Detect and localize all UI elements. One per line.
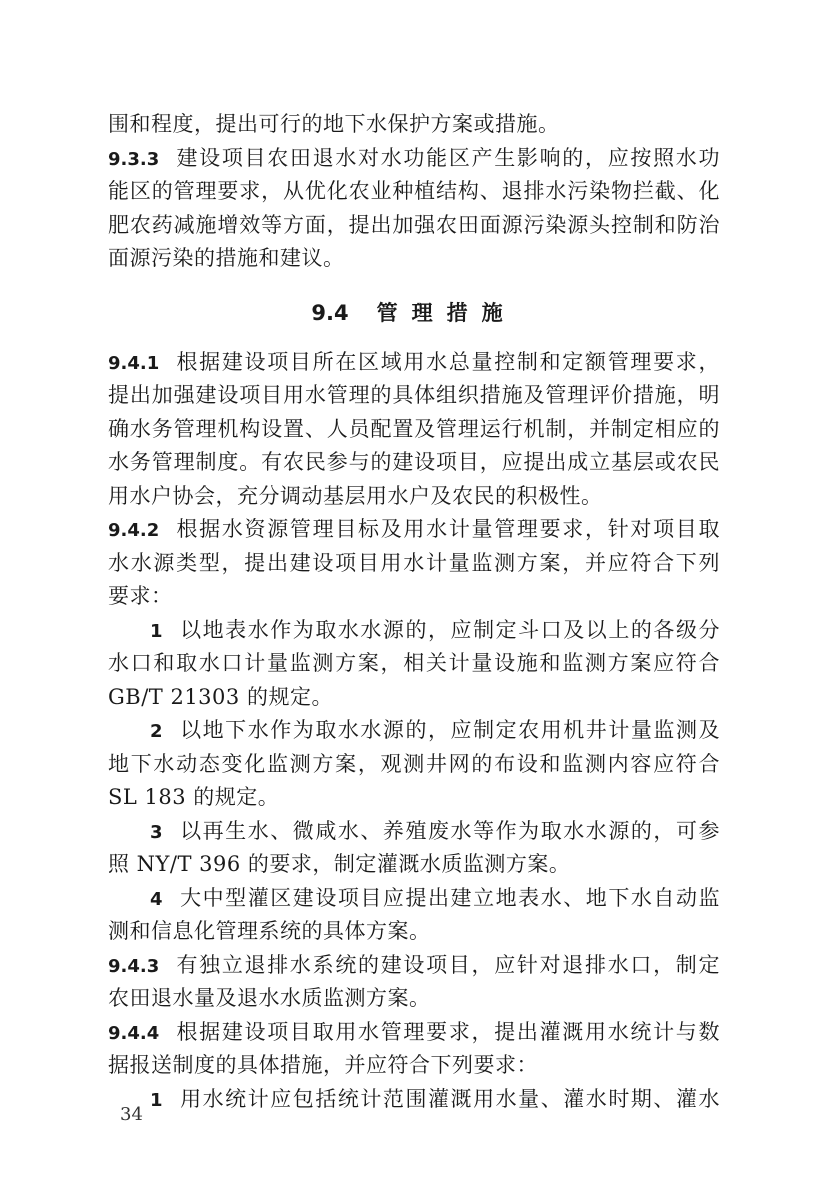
text-line: 用水统计应包括统计范围灌溉用水量、灌水时期、灌水 <box>179 1086 720 1111</box>
text-line: 能区的管理要求，从优化农业种植结构、退排水污染物拦截、化 <box>108 179 720 203</box>
text-line: 照 NY/T 396 的要求，制定灌溉水质监测方案。 <box>108 852 571 876</box>
text-line: 大中型灌区建设项目应提出建立地表水、地下水自动监 <box>179 885 720 910</box>
section-number: 9.4 <box>311 300 349 325</box>
text-line: 根据建设项目取用水管理要求，提出灌溉用水统计与数 <box>175 1019 720 1044</box>
paragraph-continuation <box>108 108 720 142</box>
text-line: 用水户协会，充分调动基层用水户及农民的积极性。 <box>108 483 603 508</box>
list-item <box>108 815 720 882</box>
text-line: 以地下水作为取水水源的，应制定农用机井计量监测及 <box>179 718 720 742</box>
clause-number: 9.4.3 <box>108 955 160 977</box>
text-line: 据报送制度的具体措施，并应符合下列要求： <box>108 1053 538 1077</box>
text-line: 以地表水作为取水水源的，应制定斗口及以上的各级分 <box>179 617 720 642</box>
list-item <box>108 614 720 715</box>
clause-number: 9.3.3 <box>108 148 160 170</box>
text-line: 肥农药减施增效等方面，提出加强农田面源污染源头控制和防治 <box>108 212 720 237</box>
clause-9-4-3 <box>108 949 720 1016</box>
section-title: 管理措施 <box>376 300 517 325</box>
text-line: 农田退水量及退水水质监测方案。 <box>108 986 431 1010</box>
list-item <box>108 882 720 949</box>
item-number: 4 <box>150 888 164 910</box>
clause-9-4-1 <box>108 346 720 514</box>
text-line: 测和信息化管理系统的具体方案。 <box>108 919 431 943</box>
text-line: 提出加强建设项目用水管理的具体组织措施及管理评价措施，明 <box>108 383 720 407</box>
text-line: 围和程度，提出可行的地下水保护方案或措施。 <box>108 112 560 136</box>
clause-9-3-3 <box>108 142 720 276</box>
text-line: 面源污染的措施和建议。 <box>108 246 345 270</box>
text-line: 根据水资源管理目标及用水计量管理要求，针对项目取 <box>175 517 720 541</box>
list-item <box>108 714 720 815</box>
text-line: 地下水动态变化监测方案，观测井网的布设和监测内容应符合 <box>108 751 720 776</box>
clause-number: 9.4.2 <box>108 520 160 541</box>
item-number: 1 <box>150 620 164 642</box>
list-item <box>108 1083 720 1117</box>
section-heading <box>108 284 720 342</box>
text-line: 以再生水、微咸水、养殖废水等作为取水水源的，可参 <box>179 818 720 843</box>
item-number: 1 <box>150 1089 164 1111</box>
clause-number: 9.4.1 <box>108 352 160 374</box>
text-line: 水水源类型，提出建设项目用水计量监测方案，并应符合下列 <box>108 550 720 575</box>
clause-number: 9.4.4 <box>108 1022 160 1044</box>
document-page <box>108 108 720 1116</box>
text-line: 有独立退排水系统的建设项目，应针对退排水口，制定 <box>175 952 720 977</box>
text-line: SL 183 的规定。 <box>108 785 280 809</box>
text-line: GB/T 21303 的规定。 <box>108 684 333 709</box>
text-line: 要求： <box>108 584 173 608</box>
page-number: 34 <box>120 1104 143 1125</box>
text-line: 建设项目农田退水对水功能区产生影响的，应按照水功 <box>175 145 720 170</box>
item-number: 3 <box>150 821 164 843</box>
text-line: 根据建设项目所在区域用水总量控制和定额管理要求， <box>175 349 720 374</box>
text-line: 水口和取水口计量监测方案，相关计量设施和监测方案应符合 <box>108 651 720 675</box>
text-line: 水务管理制度。有农民参与的建设项目，应提出成立基层或农民 <box>108 450 720 474</box>
item-number: 2 <box>150 721 164 742</box>
clause-9-4-4 <box>108 1016 720 1117</box>
clause-9-4-2 <box>108 513 720 949</box>
text-line: 确水务管理机构设置、人员配置及管理运行机制，并制定相应的 <box>108 416 720 441</box>
